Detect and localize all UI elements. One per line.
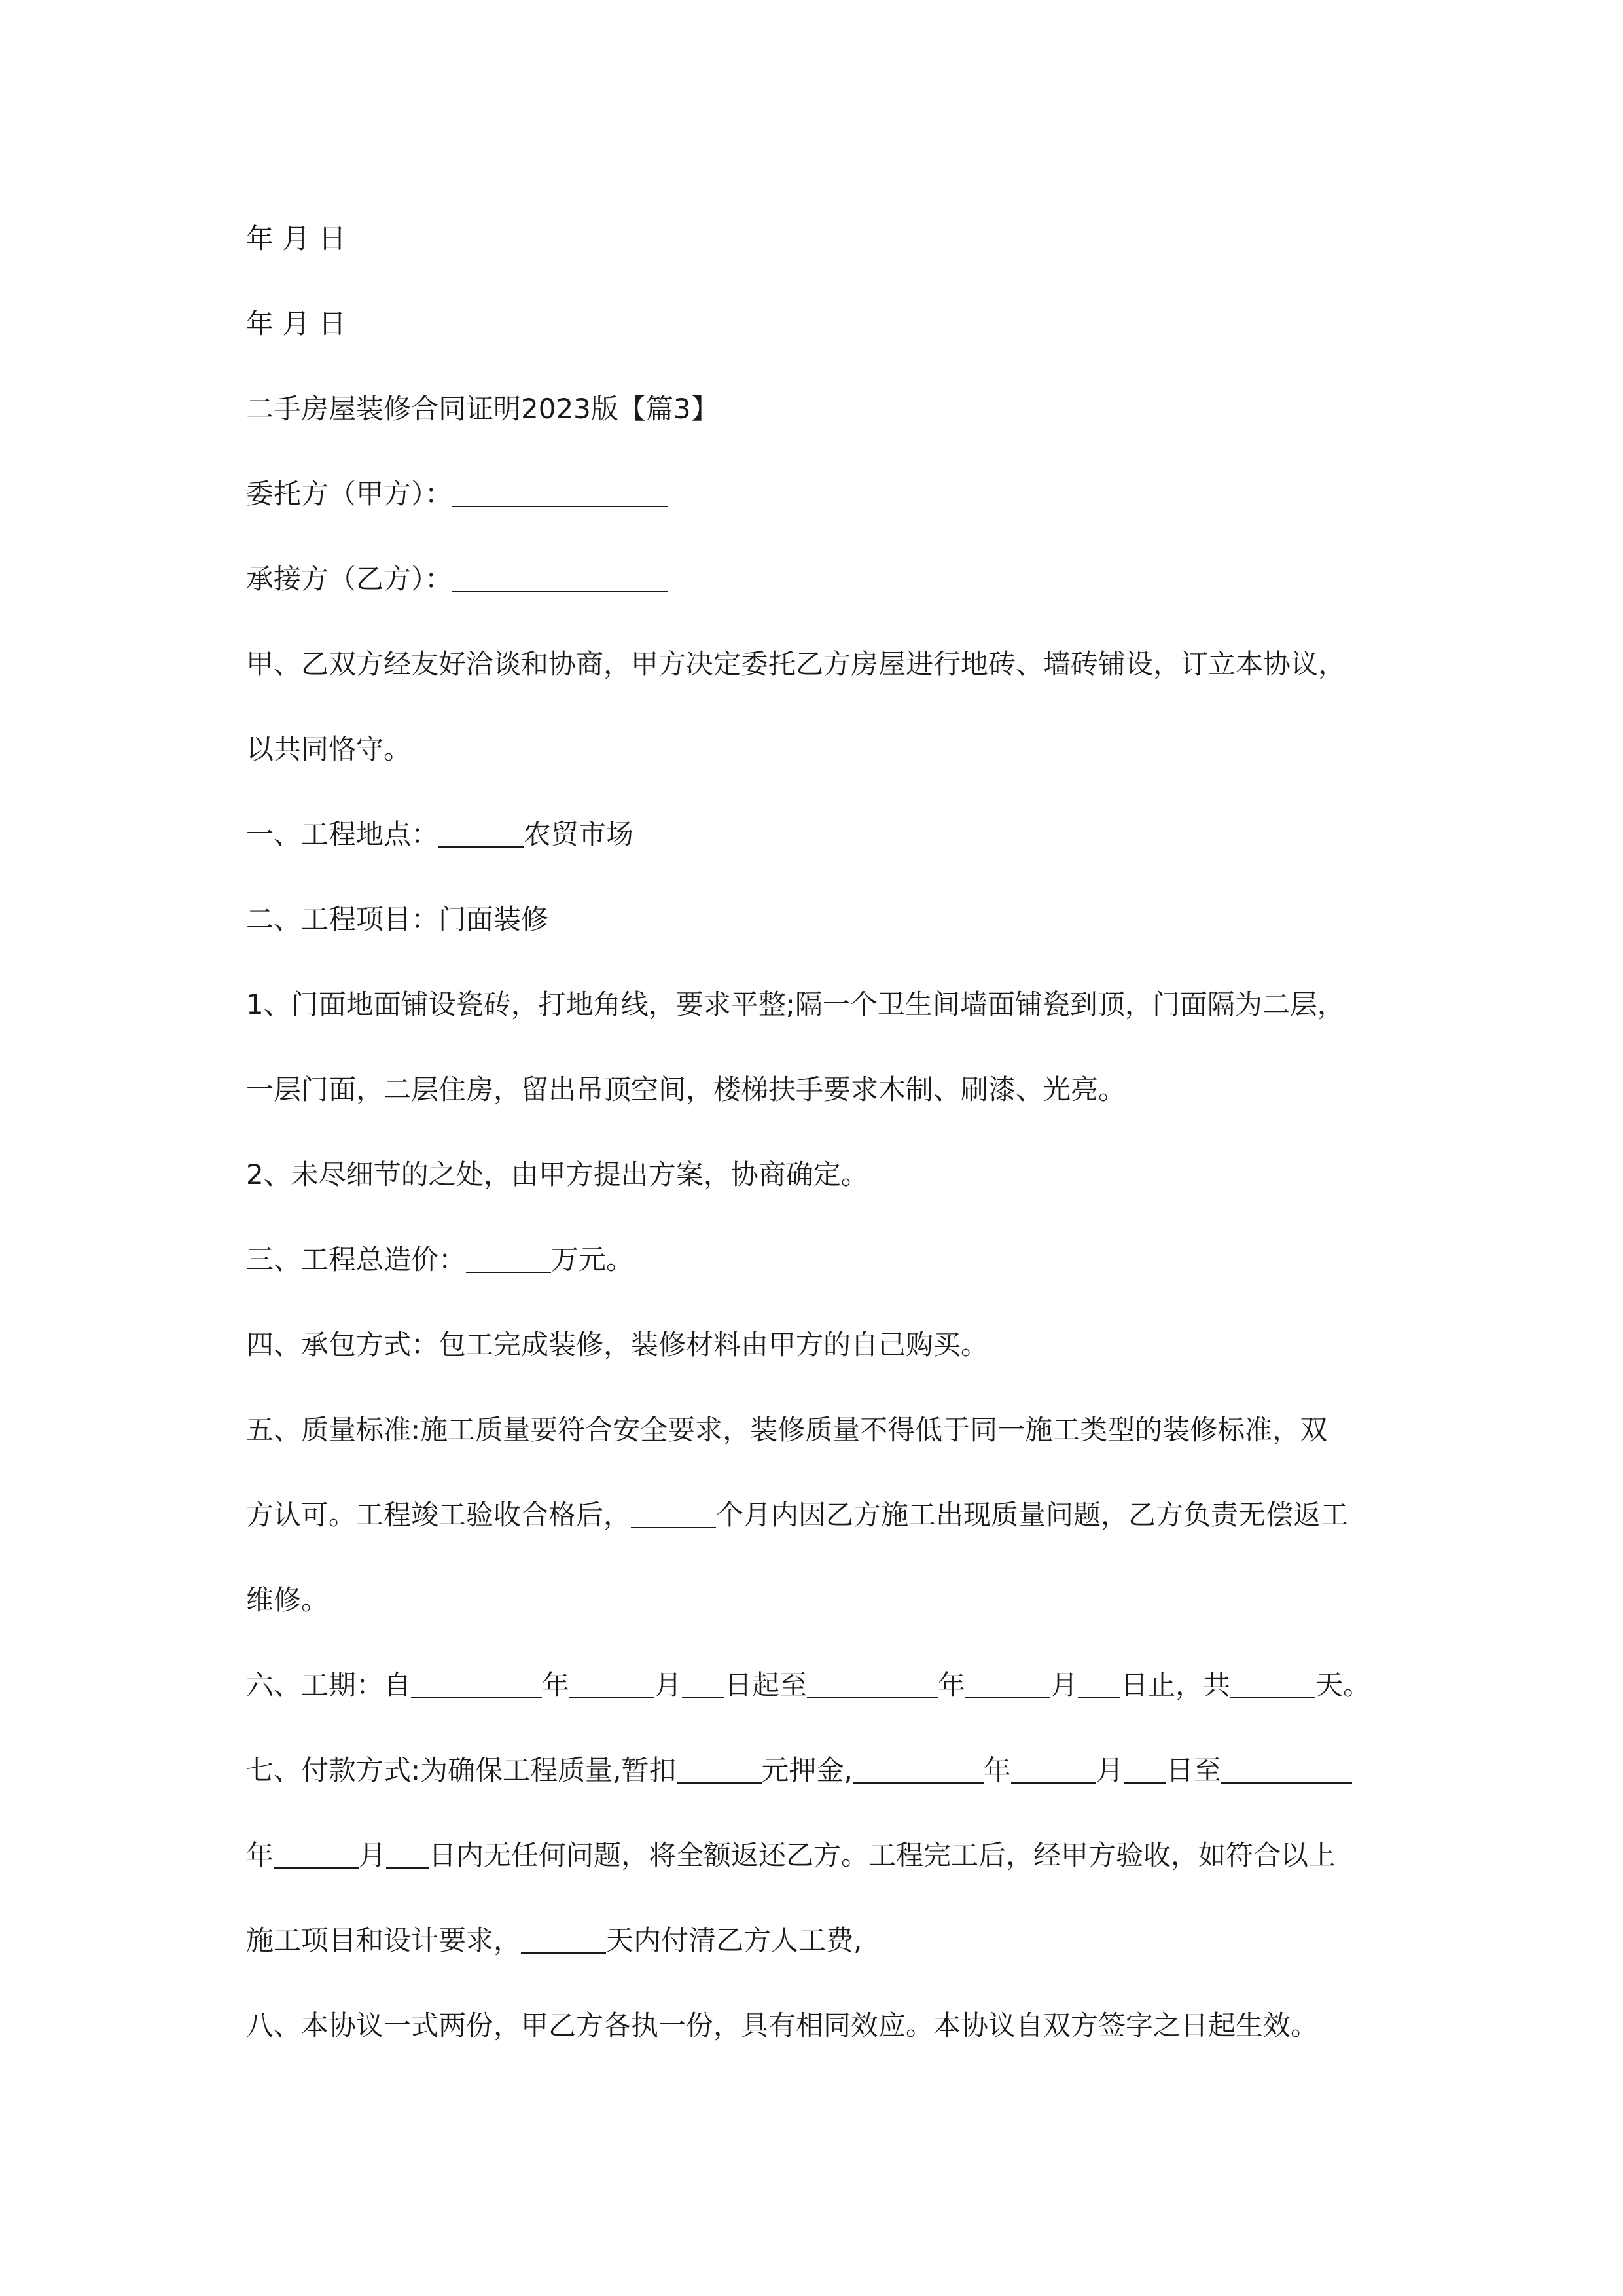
payment-days-blank bbox=[521, 1926, 606, 1954]
deposit-blank bbox=[677, 1756, 762, 1784]
location-value: 农贸市场 bbox=[524, 818, 634, 850]
refund-start-year-blank bbox=[853, 1756, 984, 1784]
section-6-period bbox=[246, 1666, 1370, 1705]
start-month-blank bbox=[569, 1671, 654, 1698]
intro-line-1: 甲、乙双方经友好洽谈和协商，甲方决定委托乙方房屋进行地砖、墙砖铺设，订立本协议， bbox=[246, 648, 1346, 680]
refund-start-month-blank bbox=[1011, 1756, 1096, 1784]
section-7-label: 七、付款方式:为确保工程质量,暂扣 bbox=[246, 1754, 677, 1786]
section-7-line-3 bbox=[246, 1921, 862, 1960]
start-day-label: 日起至 bbox=[724, 1669, 808, 1701]
total-days-label: 天。 bbox=[1315, 1669, 1371, 1701]
section-2-project: 二、工程项目：门面装修 bbox=[246, 903, 549, 935]
party-a-line bbox=[246, 475, 668, 514]
refund-end-day-blank bbox=[386, 1841, 429, 1869]
deposit-label: 元押金, bbox=[761, 1754, 853, 1786]
section-5-line-2 bbox=[246, 1496, 1348, 1535]
location-blank bbox=[438, 820, 524, 848]
section-1-label: 一、工程地点： bbox=[246, 818, 439, 850]
section-5-line-3: 维修。 bbox=[246, 1584, 329, 1616]
start-year-label: 年 bbox=[542, 1669, 570, 1701]
end-month-label: 月 bbox=[1050, 1669, 1079, 1701]
end-month-blank bbox=[965, 1671, 1050, 1698]
section-7-line-3-suffix: 天内付清乙方人工费, bbox=[606, 1924, 863, 1956]
party-b-blank bbox=[452, 565, 668, 592]
total-days-blank bbox=[1230, 1671, 1315, 1698]
party-a-blank bbox=[452, 480, 668, 507]
price-blank bbox=[466, 1246, 551, 1273]
section-7-line-2 bbox=[246, 1836, 1336, 1875]
party-a-label: 委托方（甲方）： bbox=[246, 478, 453, 510]
document-title: 二手房屋装修合同证明2023版【篇3】 bbox=[246, 393, 719, 425]
start-day-blank bbox=[682, 1671, 724, 1698]
section-7-line-1 bbox=[246, 1751, 1352, 1790]
section-5-line-2-suffix: 个月内因乙方施工出现质量问题，乙方负责无偿返工 bbox=[716, 1499, 1349, 1531]
end-day-label: 日止，共 bbox=[1120, 1669, 1231, 1701]
section-5-line-1: 五、质量标准:施工质量要符合安全要求，装修质量不得低于同一施工类型的装修标准，双 bbox=[246, 1414, 1328, 1446]
section-7-line-3-prefix: 施工项目和设计要求， bbox=[246, 1924, 522, 1956]
section-8-copies: 八、本协议一式两份，甲乙方各执一份，具有相同效应。本协议自双方签字之日起生效。 bbox=[246, 2009, 1319, 2041]
section-4-contract-mode: 四、承包方式：包工完成装修，装修材料由甲方的自己购买。 bbox=[246, 1329, 989, 1361]
date-line-2: 年 月 日 bbox=[246, 308, 346, 340]
refund-start-year-label: 年 bbox=[983, 1754, 1011, 1786]
section-5-line-2-prefix: 方认可。工程竣工验收合格后， bbox=[246, 1499, 632, 1531]
section-3-price bbox=[246, 1240, 633, 1280]
item-2: 2、未尽细节的之处，由甲方提出方案，协商确定。 bbox=[246, 1158, 868, 1191]
party-b-line bbox=[246, 560, 668, 599]
start-year-blank bbox=[411, 1671, 542, 1698]
item-1-line-2: 一层门面，二层住房，留出吊顶空间，楼梯扶手要求木制、刷漆、光亮。 bbox=[246, 1073, 1126, 1105]
section-1-location bbox=[246, 815, 633, 854]
section-7-line-2-text: 日内无任何问题，将全额返还乙方。工程完工后，经甲方验收，如符合以上 bbox=[429, 1839, 1336, 1871]
refund-end-month-blank bbox=[274, 1841, 359, 1869]
refund-start-day-label: 日至 bbox=[1166, 1754, 1221, 1786]
refund-end-year-label: 年 bbox=[246, 1839, 274, 1871]
date-line-1: 年 月 日 bbox=[246, 223, 346, 255]
end-year-label: 年 bbox=[938, 1669, 966, 1701]
start-month-label: 月 bbox=[654, 1669, 683, 1701]
item-1-line-1: 1、门面地面铺设瓷砖，打地角线，要求平整;隔一个卫生间墙面铺瓷到顶，门面隔为二层， bbox=[246, 988, 1345, 1020]
intro-line-2: 以共同恪守。 bbox=[246, 733, 412, 765]
section-3-label: 三、工程总造价： bbox=[246, 1244, 467, 1276]
end-day-blank bbox=[1078, 1671, 1120, 1698]
price-unit: 万元。 bbox=[551, 1244, 634, 1276]
refund-start-day-blank bbox=[1124, 1756, 1166, 1784]
refund-end-month-label: 月 bbox=[359, 1839, 387, 1871]
warranty-months-blank bbox=[631, 1501, 716, 1528]
end-year-blank bbox=[807, 1671, 938, 1698]
refund-end-year-blank bbox=[1221, 1756, 1352, 1784]
refund-start-month-label: 月 bbox=[1096, 1754, 1124, 1786]
party-b-label: 承接方（乙方）： bbox=[246, 563, 453, 595]
section-6-label: 六、工期：自 bbox=[246, 1669, 412, 1701]
